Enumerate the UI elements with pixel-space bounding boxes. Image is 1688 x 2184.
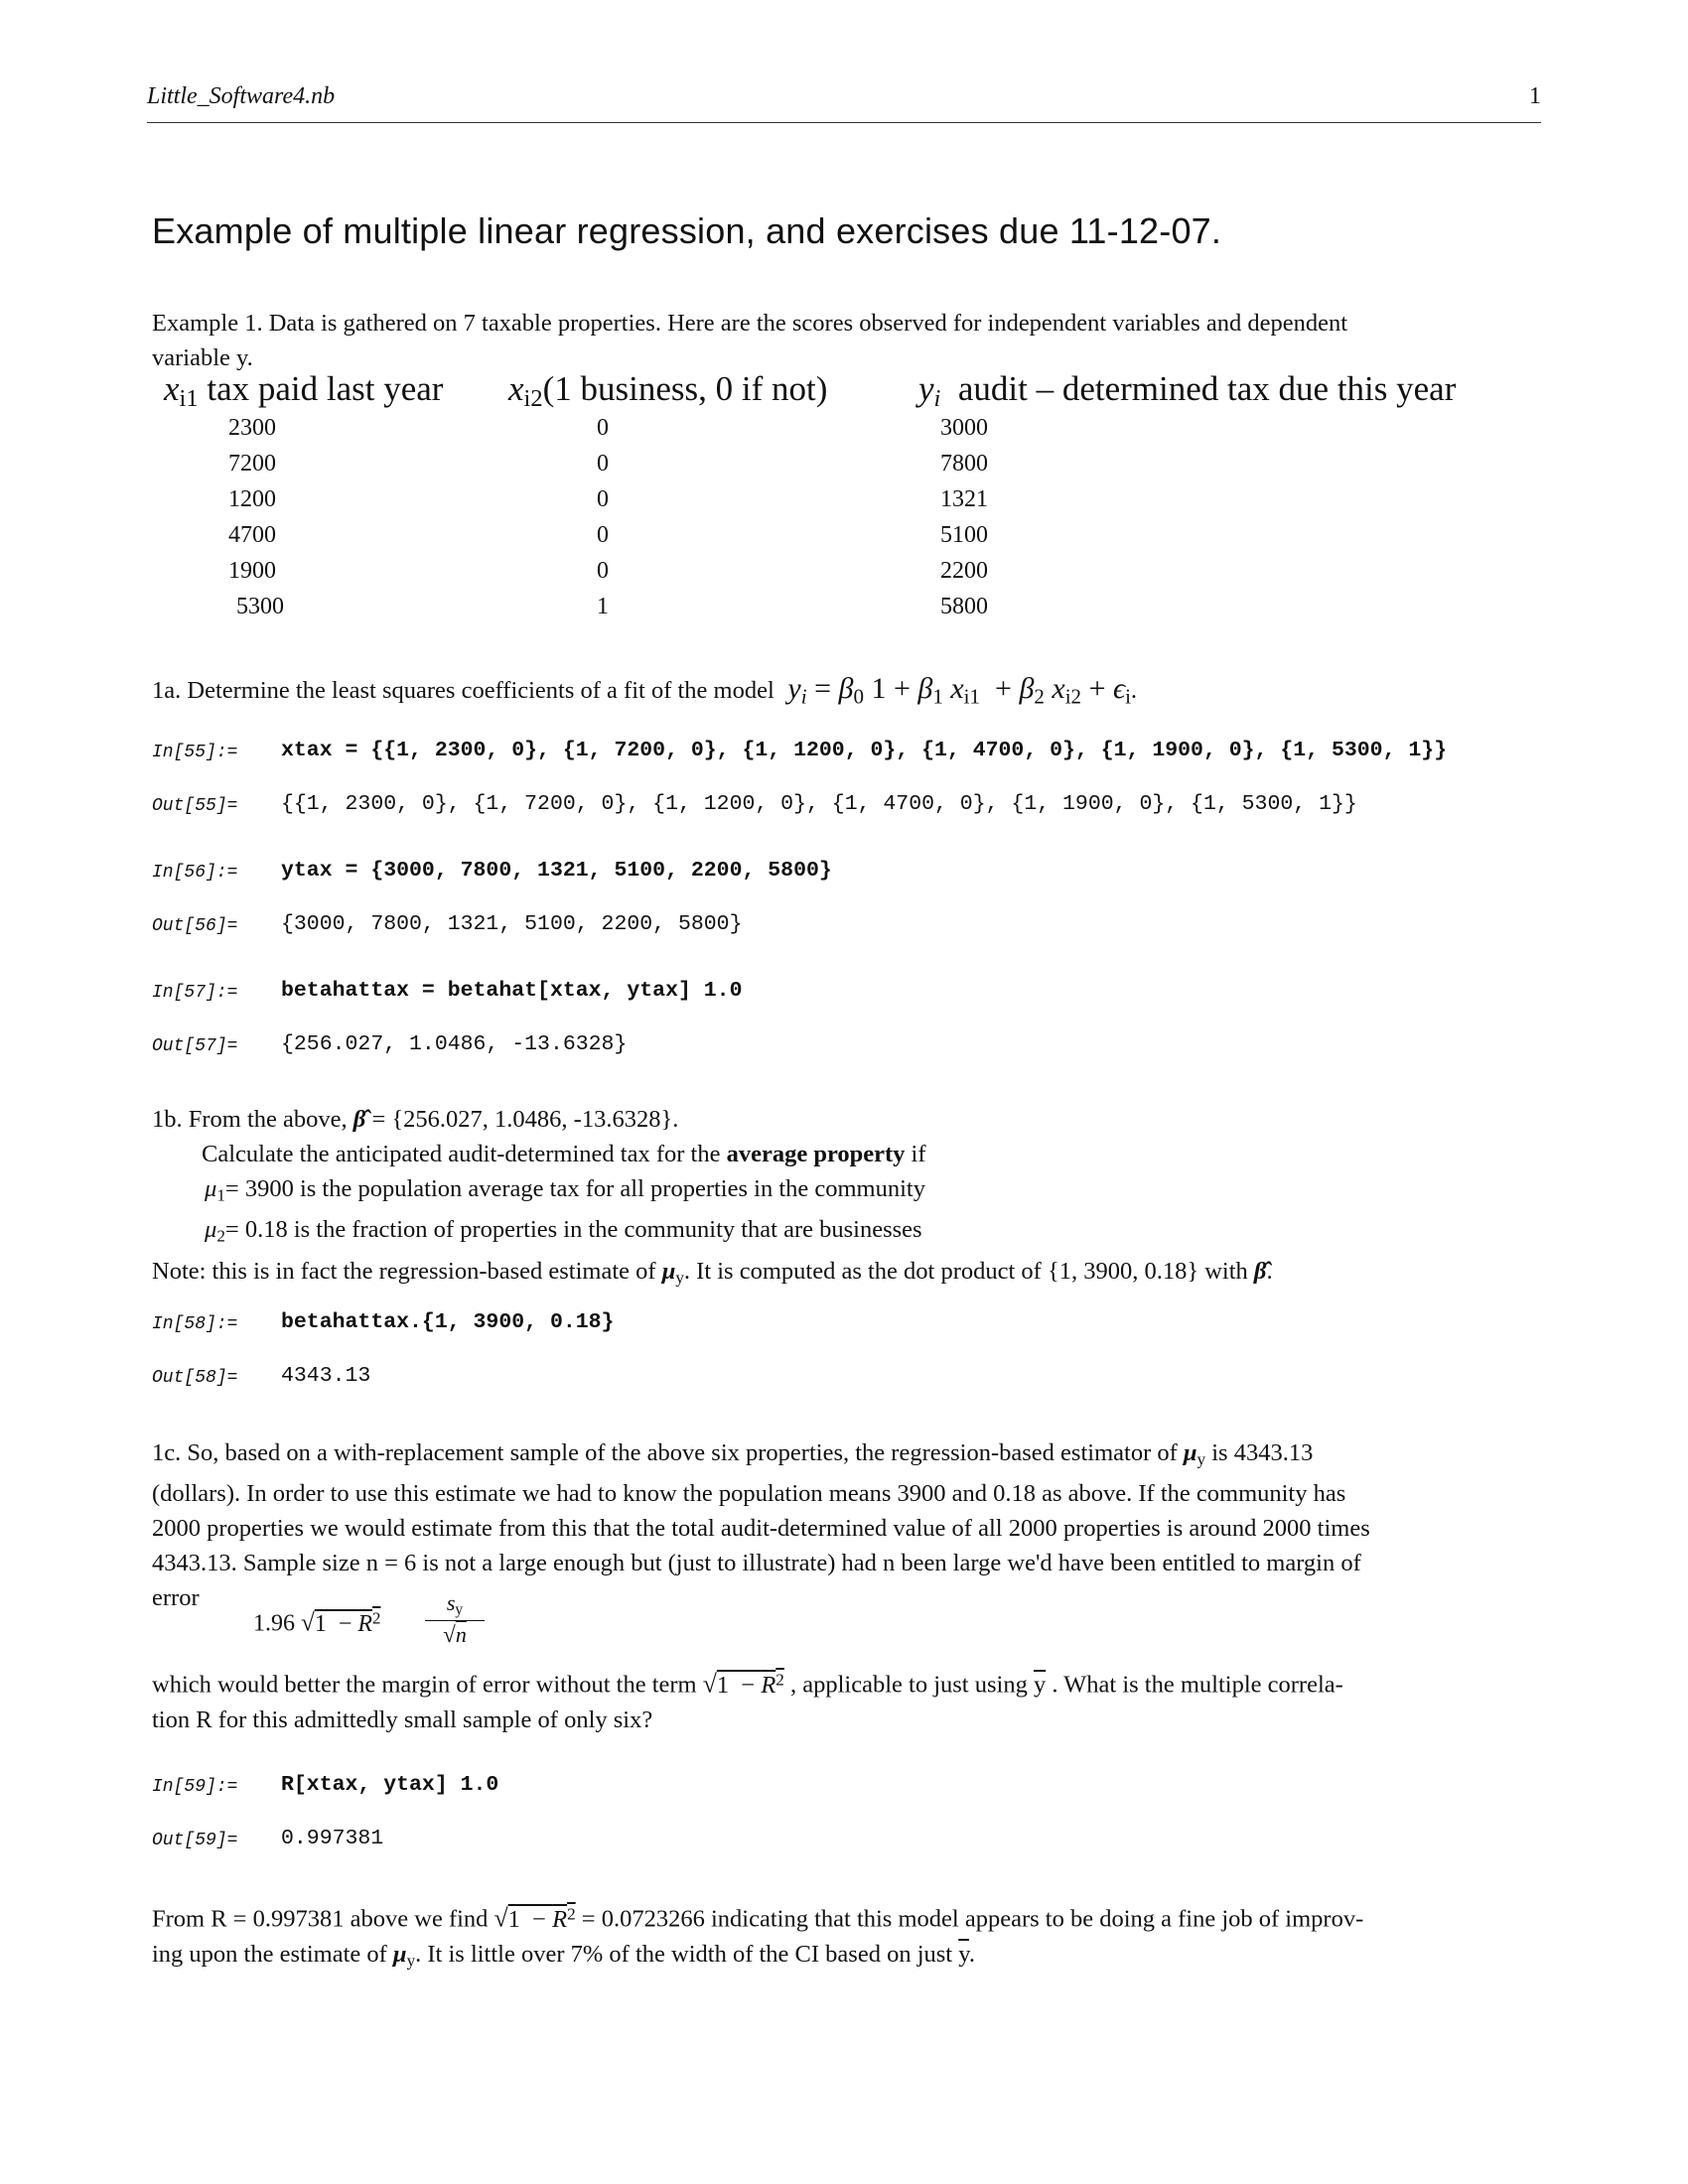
margin-of-error-formula: 1.96 $√1 - R^2$ <box>253 1608 381 1637</box>
output-label: Out[58]= <box>152 1368 238 1388</box>
table-cell: 0 <box>597 415 609 441</box>
paragraph-final: From R = 0.997381 above we find $√1 - R^2 = 0.0723266$ indicating that this model appears to be doing a fine job of improv- ing upon the estimate of $\mu_y$. It is little over 7% of the width of the CI based on just $\overline{y}$. <box>152 1903 1364 1970</box>
table-cell: 0 <box>597 486 609 512</box>
table-cell: 5100 <box>940 522 988 548</box>
table-cell: 7200 <box>228 451 276 477</box>
table-cell: 1200 <box>228 486 276 512</box>
header-rule <box>147 122 1541 123</box>
output-cell: {3000, 7800, 1321, 5100, 2200, 5800} <box>281 912 743 936</box>
table-cell: 0 <box>597 522 609 548</box>
table-cell: 0 <box>597 451 609 477</box>
table-cell: 5800 <box>940 594 988 619</box>
table-cell: 4700 <box>228 522 276 548</box>
notebook-filename: Little_Software4.nb <box>147 83 336 109</box>
table-cell: 7800 <box>940 451 988 477</box>
intro-paragraph <box>152 306 1532 375</box>
output-label: Out[59]= <box>152 1831 238 1850</box>
page-number: 1 <box>1529 83 1541 109</box>
table-header-col1: $x_{i1}$ tax paid last year <box>164 369 444 413</box>
input-cell[interactable]: xtax = {{1, 2300, 0}, {1, 7200, 0}, {1, 1200, 0}, {1, 4700, 0}, {1, 1900, 0}, {1, 5300, 1}} <box>281 739 1448 762</box>
intro-line-1: Example 1. Data is gathered on 7 taxable properties. Here are the scores observed for independent variables and dependent <box>152 310 1348 337</box>
table-cell: 2200 <box>940 558 988 584</box>
paragraph-1c: 1c. So, based on a with-replacement sample of the above six properties, the regression-based estimator of $\mu_y$ is 4343.13 (dollars). In order to use this estimate we had to know the population means 3900 and 0.18 as above. If the community has 2000 properties we would estimate from this that the total audit-determined value of all 2000 properties is around 2000 times 4343.13. Sample size n = 6 is not a large enough but (just to illustrate) had n been large we'd have been entitled to margin of error <box>152 1439 1370 1612</box>
table-cell: 1 <box>597 594 609 619</box>
model-equation: $y_i = \beta_0$ $1 + \beta_1$ $x_{i1} + \beta_2$ $x_{i2} + \epsilon_i$ <box>787 672 1131 709</box>
table-cell: 1321 <box>940 486 988 512</box>
output-cell: 0.997381 <box>281 1827 384 1850</box>
output-label: Out[55]= <box>152 796 238 816</box>
output-label: Out[56]= <box>152 916 238 936</box>
table-cell: 2300 <box>228 415 276 441</box>
table-cell: 1900 <box>228 558 276 584</box>
input-label: In[55]:= <box>152 743 238 762</box>
input-label: In[59]:= <box>152 1777 238 1797</box>
output-cell: {{1, 2300, 0}, {1, 7200, 0}, {1, 1200, 0}, {1, 4700, 0}, {1, 1900, 0}, {1, 5300, 1}} <box>281 792 1357 816</box>
output-cell: 4343.13 <box>281 1364 371 1388</box>
input-cell[interactable]: betahattax.{1, 3900, 0.18} <box>281 1310 615 1334</box>
intro-line-2: variable y. <box>152 344 253 371</box>
paragraph-1c-cont: which would better the margin of error without the term $√1 - R^2$ , applicable to just using $\overline{y}$ . What is the multiple correla- tion R for this admittedly small sample of only six? <box>152 1669 1343 1733</box>
input-cell[interactable]: R[xtax, ytax] 1.0 <box>281 1773 499 1797</box>
page-title: Example of multiple linear regression, and exercises due 11-12-07. <box>152 210 1222 251</box>
table-cell: 3000 <box>940 415 988 441</box>
paragraph-1b: 1b. From the above, β̂ = {256.027, 1.0486, -13.6328}. Calculate the anticipated audit-determined tax for the average property if $\mu_1= 3900$ is the population average tax for all properties in the community $\mu_2= 0.18$ is the fraction of properties in the community that are businesses Note: this is in fact the regression-based estimate of $\mu_y$. It is computed as the dot product of {1, 3900, 0.18} with β̂. <box>152 1106 1273 1287</box>
input-cell[interactable]: ytax = {3000, 7800, 1321, 5100, 2200, 5800} <box>281 859 832 883</box>
output-cell: {256.027, 1.0486, -13.6328} <box>281 1032 628 1056</box>
table-cell: 0 <box>597 558 609 584</box>
fraction: $\frac{s_y}{√n}$ <box>425 1590 485 1648</box>
table-header-col3: $y_i$ audit – determined tax due this year <box>918 369 1457 413</box>
table-header-col2: $x_{i2}(1$ business, 0 if not) <box>508 369 828 413</box>
input-cell[interactable]: betahattax = betahat[xtax, ytax] 1.0 <box>281 979 743 1003</box>
input-label: In[57]:= <box>152 983 238 1003</box>
input-label: In[58]:= <box>152 1314 238 1334</box>
paragraph-1a: 1a. Determine the least squares coefficients of a fit of the model $y_i = \beta_0$ $1 + \beta_1$ $x_{i1} + \beta_2$ $x_{i2} + \epsilon_i$. <box>152 672 1138 709</box>
table-cell: 5300 <box>236 594 284 619</box>
input-label: In[56]:= <box>152 863 238 883</box>
output-label: Out[57]= <box>152 1036 238 1056</box>
